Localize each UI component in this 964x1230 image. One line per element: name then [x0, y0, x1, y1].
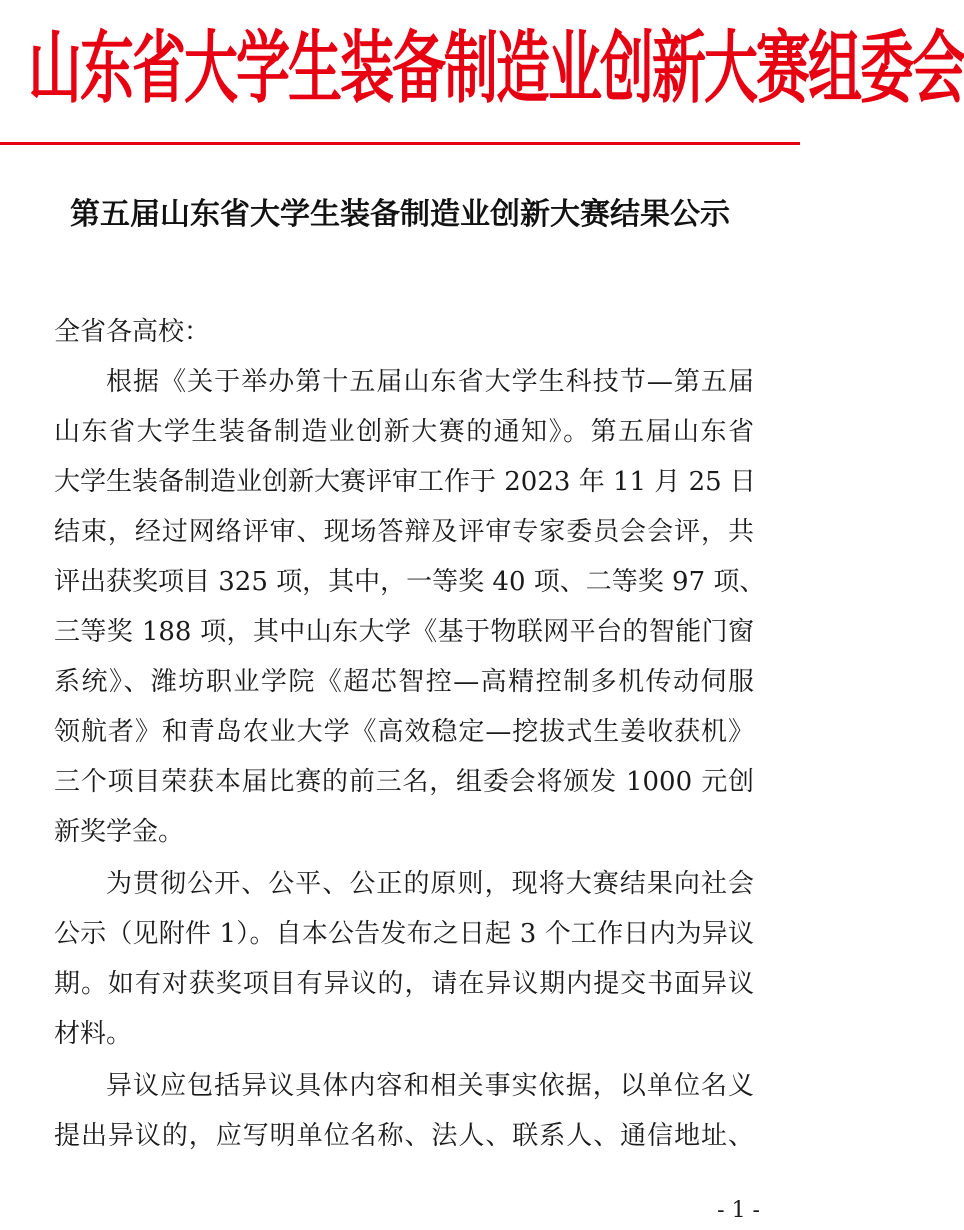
paragraph-2-line-1: 为贯彻公开、公平、公正的原则，现将大赛结果向社会 [106, 869, 754, 899]
paragraph-1-line-9: 三个项目荣获本届比赛的前三名，组委会将颁发 1000 元创 [54, 767, 754, 797]
paragraph-3-line-1: 异议应包括异议具体内容和相关事实依据，以单位名义 [106, 1071, 754, 1101]
paragraph-2-line-3: 期。如有对获奖项目有异议的，请在异议期内提交书面异议 [54, 969, 754, 999]
document-title: 第五届山东省大学生装备制造业创新大赛结果公示 [70, 197, 730, 232]
paragraph-1-line-7: 系统》、潍坊职业学院《超芯智控—高精控制多机传动伺服 [54, 667, 754, 697]
header-red-rule [0, 142, 800, 145]
paragraph-2-line-2: 公示（见附件 1）。自本公告发布之日起 3 个工作日内为异议 [54, 919, 754, 949]
paragraph-1-line-5: 评出获奖项目 325 项，其中，一等奖 40 项、二等奖 97 项、 [54, 567, 766, 597]
paragraph-1-line-10: 新奖学金。 [54, 817, 185, 847]
paragraph-1-line-2: 山东省大学生装备制造业创新大赛的通知》。第五届山东省 [54, 417, 754, 447]
paragraph-1-line-4: 结束，经过网络评审、现场答辩及评审专家委员会会评，共 [54, 517, 754, 547]
paragraph-1-line-6: 三等奖 188 项，其中山东大学《基于物联网平台的智能门窗 [54, 617, 754, 647]
paragraph-3-line-2: 提出异议的，应写明单位名称、法人、联系人、通信地址、 [54, 1121, 754, 1151]
paragraph-2-line-4: 材料。 [54, 1019, 133, 1049]
paragraph-1-line-8: 领航者》和青岛农业大学《高效稳定—挖拔式生姜收获机》 [54, 717, 754, 747]
page-number: - 1 - [717, 1198, 760, 1223]
salutation: 全省各高校： [54, 317, 211, 347]
paragraph-1-line-3: 大学生装备制造业创新大赛评审工作于 2023 年 11 月 25 日 [54, 467, 756, 497]
paragraph-1-line-1: 根据《关于举办第十五届山东省大学生科技节—第五届 [106, 367, 754, 397]
organization-header: 山东省大学生装备制造业创新大赛组委会 [28, 22, 964, 114]
